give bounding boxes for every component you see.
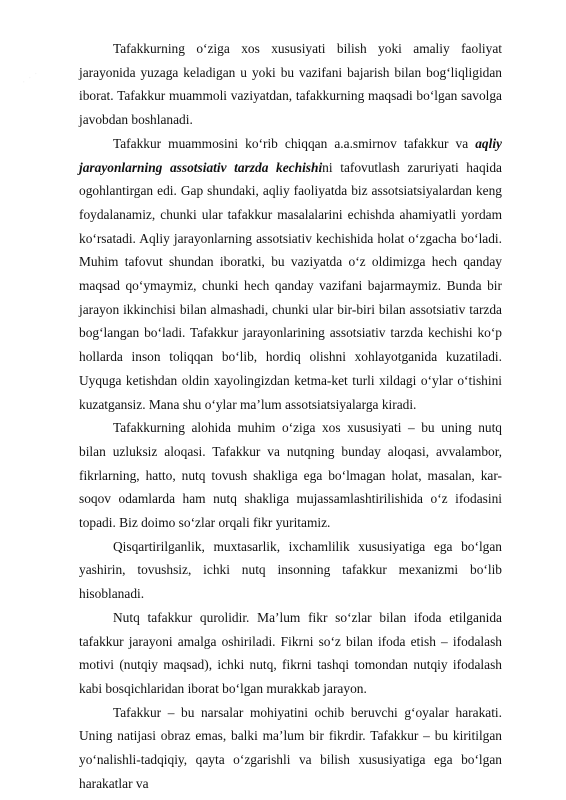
paragraph-5: Nutq tafakkur qurolidir. Ma’lum fikr so‘zlar bilan ifoda etilganida tafakkur jarayoni amalga oshiriladi. Fikrni so‘z bilan ifoda etish – ifodalash motivi (nutqiy maqsad), ichki nutq, fikrni tashqi tomondan nutqiy ifodalash kabi bosqichlaridan iborat bo‘lgan murakkab jarayon. xyxy=(79,609,502,696)
paragraph-2 xyxy=(79,132,502,416)
paragraph-3: Tafakkurning alohida muhim o‘ziga xos xususiyati – bu uning nutq bilan uzluksiz aloqasi. Tafakkur va nutqning bunday aloqasi, avvalambor, fikrlarning, hatto, nutq tovush shakliga ega bo‘lmagan holat, masalan, kar-soqov odamlarda ham nutq shakliga mujassamlashtirilishida o‘z ifodasini topadi. Biz doimo so‘zlar orqali fikr yuritamiz. xyxy=(79,420,502,531)
paragraph-1: Tafakkurning o‘ziga xos xususiyati bilish yoki amaliy faoliyat jarayonida yuzaga keladigan u yoki bu vazifani bajarish bilan bog‘liqligidan iborat. Tafakkur muammoli vaziyatdan, tafakkurning maqsadi bo‘lgan savolga javobdan boshlanadi. xyxy=(79,41,502,128)
paragraph-2-emphasis: aqliy jarayonlarning assotsiativ tarzda kechishi xyxy=(79,135,502,175)
paragraph-6: Tafakkur – bu narsalar mohiyatini ochib beruvchi g‘oyalar harakati. Uning natijasi obraz emas, balki ma’lum bir fikrdir. Tafakkur – bu kiritilgan yo‘nalishli-tadqiqiy, qayta o‘zgarishli va bilish xususiyatiga ega bo‘lgan harakatlar va xyxy=(79,704,502,791)
paragraph-2-rest: ni tafovutlash zaruriyati haqida ogohlantirgan edi. Gap shundaki, aqliy faoliyatda biz assotsiatsiyalardan keng foydalanamiz, chunki ular tafakkur masalalarini echishda ahamiyatli yordam ko‘rsatadi. Aqliy jarayonlarning assotsiativ kechishida holat o‘zgacha bo‘ladi. Muhim tafovut shundan iboratki, bu vaziyatda o‘z oldimizga hech qanday maqsad qo‘ymaymiz, chunki hech qanday vazifani bajarmaymiz. Bunda bir jarayon ikkinchisi bilan almashadi, chunki ular bir-biri bilan assotsiativ tarzda bog‘langan bo‘ladi. Tafakkur jarayonlarining assotsiativ tarzda kechishi ko‘p hollarda inson toliqqan bo‘lib, hordiq olishni xohlayotganida kuzatiladi. Uyquga ketishdan oldin xayolingizdan ketma-ket turli xildagi o‘ylar o‘tishini kuzatgansiz. Mana shu o‘ylar ma’lum assotsiatsiyalarga kiradi. xyxy=(79,159,502,412)
paragraph-2-lead: Tafakkur muammosini ko‘rib chiqqan a.a.smirnov tafakkur va xyxy=(113,135,476,151)
document-body xyxy=(79,37,502,796)
paragraph-4: Qisqartirilganlik, muxtasarlik, ixchamlilik xususiyatiga ega bo‘lgan yashirin, tovushsiz, ichki nutq insonning tafakkur mexanizmi bo‘lib hisoblanadi. xyxy=(79,538,502,602)
background-watermark: · · · xyxy=(17,65,41,89)
